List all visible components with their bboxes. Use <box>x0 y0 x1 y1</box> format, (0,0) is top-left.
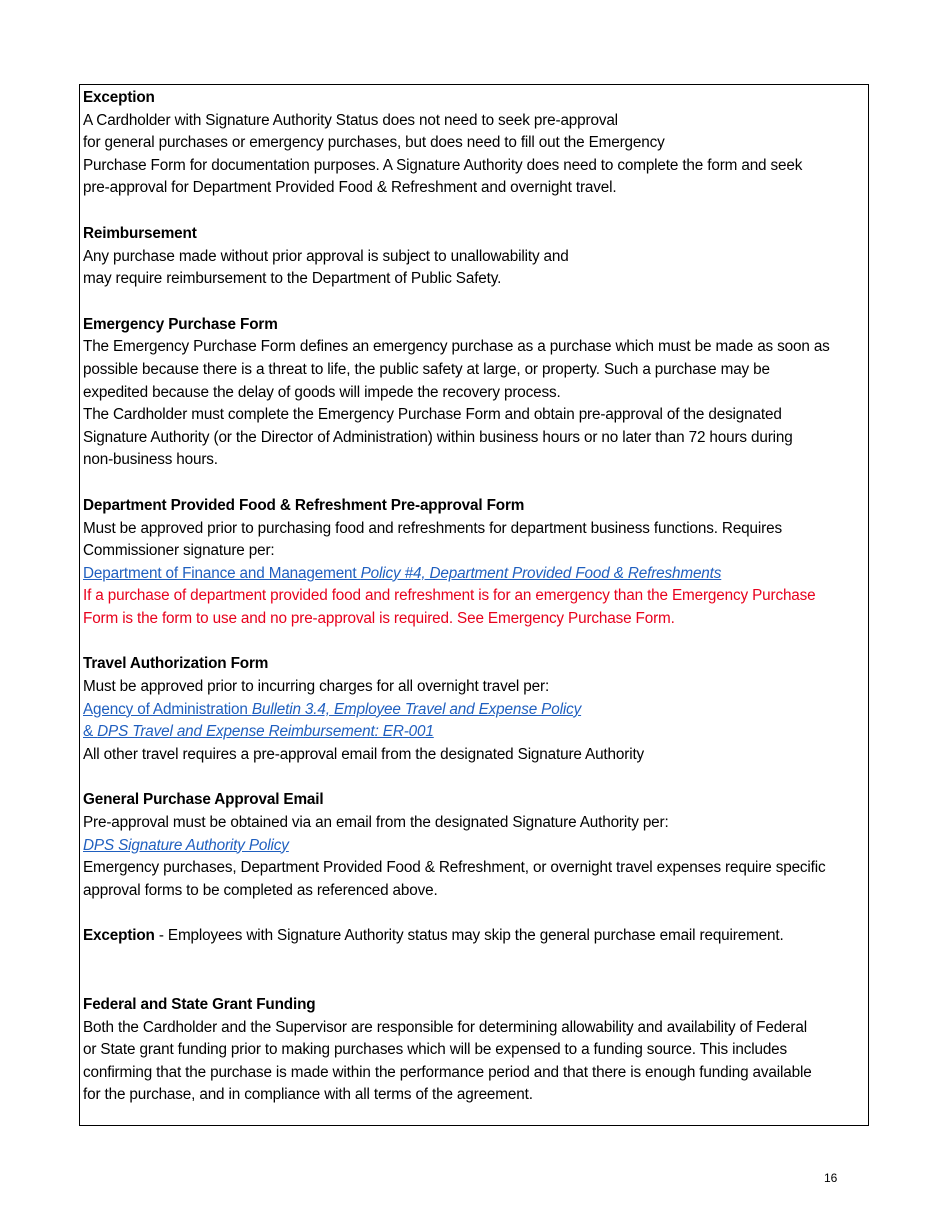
body-line: The Emergency Purchase Form defines an emergency purchase as a purchase which must be made as soon as <box>83 338 830 356</box>
body-line: All other travel requires a pre-approval email from the designated Signature Authority <box>83 745 645 763</box>
page-number: 16 <box>824 1171 838 1185</box>
dps-travel-link-line <box>83 721 868 744</box>
exception-section <box>83 87 868 200</box>
link-text: & <box>83 723 98 741</box>
section-heading: General Purchase Approval Email <box>83 791 324 809</box>
food-policy-link-line <box>83 563 868 586</box>
body-line: for general purchases or emergency purchases, but does need to fill out the Emergency <box>83 134 665 152</box>
body-line: pre-approval for Department Provided Food & Refreshment and overnight travel. <box>83 179 617 197</box>
body-line: The Cardholder must complete the Emergency Purchase Form and obtain pre-approval of the designated <box>83 406 782 424</box>
grant-funding-section <box>83 994 868 1107</box>
body-line: approval forms to be completed as referenced above. <box>83 881 438 899</box>
body-line: or State grant funding prior to making purchases which will be expensed to a funding source. This includes <box>83 1041 788 1059</box>
section-heading: Emergency Purchase Form <box>83 315 278 333</box>
spacer <box>83 902 868 925</box>
exception-text: - Employees with Signature Authority status may skip the general purchase email requirement. <box>154 927 784 945</box>
body-line: Emergency purchases, Department Provided Food & Refreshment, or overnight travel expenses require specific <box>83 859 826 877</box>
general-email-section <box>83 789 868 902</box>
food-policy-link[interactable] <box>83 565 721 582</box>
spacer <box>83 200 868 223</box>
spacer <box>83 472 868 495</box>
body-line: Any purchase made without prior approval is subject to unallowability and <box>83 247 569 265</box>
body-line: Commissioner signature per: <box>83 542 275 560</box>
body-line: Must be approved prior to purchasing food and refreshments for department business functions. Requires <box>83 519 782 537</box>
link-text-italic: DPS Travel and Expense Reimbursement: ER-001 <box>97 723 434 741</box>
spacer <box>83 630 868 653</box>
body-line: A Cardholder with Signature Authority Status does not need to seek pre-approval <box>83 111 618 129</box>
section-heading: Travel Authorization Form <box>83 655 269 673</box>
body-line: Must be approved prior to incurring charges for all overnight travel per: <box>83 678 550 696</box>
warning-line: Form is the form to use and no pre-approval is required. See Emergency Purchase Form. <box>83 609 675 627</box>
travel-policy-link-line <box>83 699 868 722</box>
exception-note-line <box>83 925 868 948</box>
body-line: Pre-approval must be obtained via an email from the designated Signature Authority per: <box>83 814 669 832</box>
section-heading: Federal and State Grant Funding <box>83 996 316 1013</box>
exception-label: Exception <box>83 927 155 945</box>
body-line: Signature Authority (or the Director of Administration) within business hours or no later than 72 hours during <box>83 428 793 446</box>
signature-policy-link-line <box>83 835 868 858</box>
spacer <box>83 948 868 994</box>
signature-policy-link[interactable] <box>83 837 289 854</box>
spacer <box>83 291 868 314</box>
travel-policy-link[interactable] <box>83 701 581 718</box>
link-text-italic: Policy #4, Department Provided Food & Refreshments <box>360 564 722 582</box>
body-line: may require reimbursement to the Department of Public Safety. <box>83 270 502 288</box>
link-text: Agency of Administration <box>83 700 252 718</box>
emergency-form-section <box>83 314 868 472</box>
section-heading: Department Provided Food & Refreshment Pre-approval Form <box>83 496 525 514</box>
body-line: confirming that the purchase is made within the performance period and that there is enough funding available <box>83 1063 812 1081</box>
food-form-section <box>83 495 868 631</box>
body-line: Both the Cardholder and the Supervisor are responsible for determining allowability and availability of Federal <box>83 1018 807 1036</box>
exception-note <box>83 925 868 948</box>
warning-line: If a purchase of department provided food and refreshment is for an emergency than the Emergency Purchase <box>83 587 816 605</box>
section-heading: Exception <box>83 89 155 106</box>
body-line: for the purchase, and in compliance with all terms of the agreement. <box>83 1086 533 1104</box>
reimbursement-section <box>83 223 868 291</box>
link-text-italic: DPS Signature Authority Policy <box>83 836 289 854</box>
link-text-italic: Bulletin 3.4, Employee Travel and Expense Policy <box>251 700 582 718</box>
body-line: Purchase Form for documentation purposes. A Signature Authority does need to complete the form and seek <box>83 156 803 174</box>
dps-travel-link[interactable] <box>83 723 434 740</box>
body-line: expedited because the delay of goods will impede the recovery process. <box>83 383 561 401</box>
body-line: non-business hours. <box>83 451 218 469</box>
body-line: possible because there is a threat to life, the public safety at large, or property. Such a purchase may be <box>83 360 770 378</box>
policy-content-box <box>79 84 869 1126</box>
travel-form-section <box>83 653 868 766</box>
link-text: Department of Finance and Management <box>83 564 361 582</box>
section-heading: Reimbursement <box>83 224 197 242</box>
spacer <box>83 766 868 789</box>
